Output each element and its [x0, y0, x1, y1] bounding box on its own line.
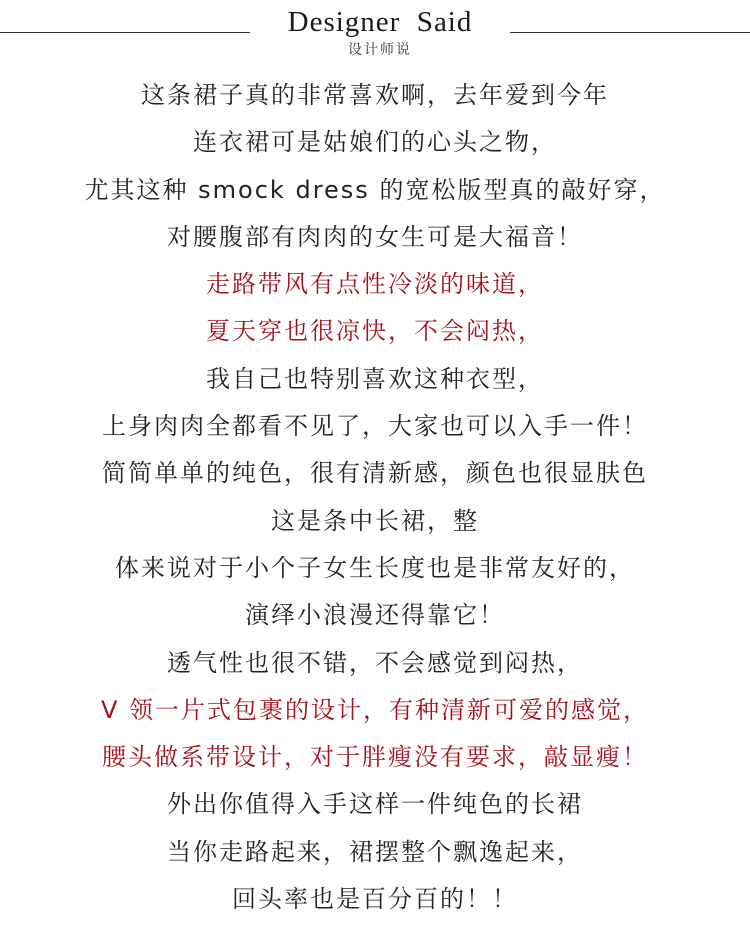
- section-header: [0, 0, 750, 70]
- text-line: 对腰腹部有肉肉的女生可是大福音！: [167, 222, 583, 251]
- highlighted-text-line: 走路带风有点性冷淡的味道，: [206, 270, 544, 299]
- header-divider-left: [0, 32, 250, 33]
- text-line: 简简单单的纯色，很有清新感，颜色也很显肤色: [102, 459, 648, 488]
- section-title: Designer Said: [287, 6, 473, 38]
- text-line: 上身肉肉全都看不见了，大家也可以入手一件！: [102, 412, 648, 441]
- text-line: 这是条中长裙，整: [271, 506, 479, 535]
- text-line: 透气性也很不错，不会感觉到闷热，: [167, 648, 583, 677]
- description-text-block: [0, 72, 750, 923]
- text-line: 我自己也特别喜欢这种衣型，: [206, 364, 544, 393]
- text-line: 这条裙子真的非常喜欢啊，去年爱到今年: [141, 81, 609, 109]
- text-line: 当你走路起来，裙摆整个飘逸起来，: [167, 837, 583, 866]
- highlighted-text-line: V 领一片式包裹的设计，有种清新可爱的感觉，: [100, 695, 650, 724]
- text-line: 体来说对于小个子女生长度也是非常友好的，: [115, 553, 635, 582]
- text-line: 尤其这种 smock dress 的宽松版型真的敲好穿，: [84, 175, 666, 204]
- text-line: 连衣裙可是姑娘们的心头之物，: [193, 128, 557, 157]
- text-line: 外出你值得入手这样一件纯色的长裙: [167, 790, 583, 819]
- header-divider-right: [510, 32, 750, 33]
- highlighted-text-line: 腰头做系带设计，对于胖瘦没有要求，敲显瘦！: [102, 743, 648, 772]
- text-line: 演绎小浪漫还得靠它！: [245, 601, 505, 630]
- text-line: 回头率也是百分百的！！: [232, 885, 518, 914]
- section-subtitle: 设计师说: [348, 42, 412, 58]
- highlighted-text-line: 夏天穿也很凉快，不会闷热，: [206, 317, 544, 346]
